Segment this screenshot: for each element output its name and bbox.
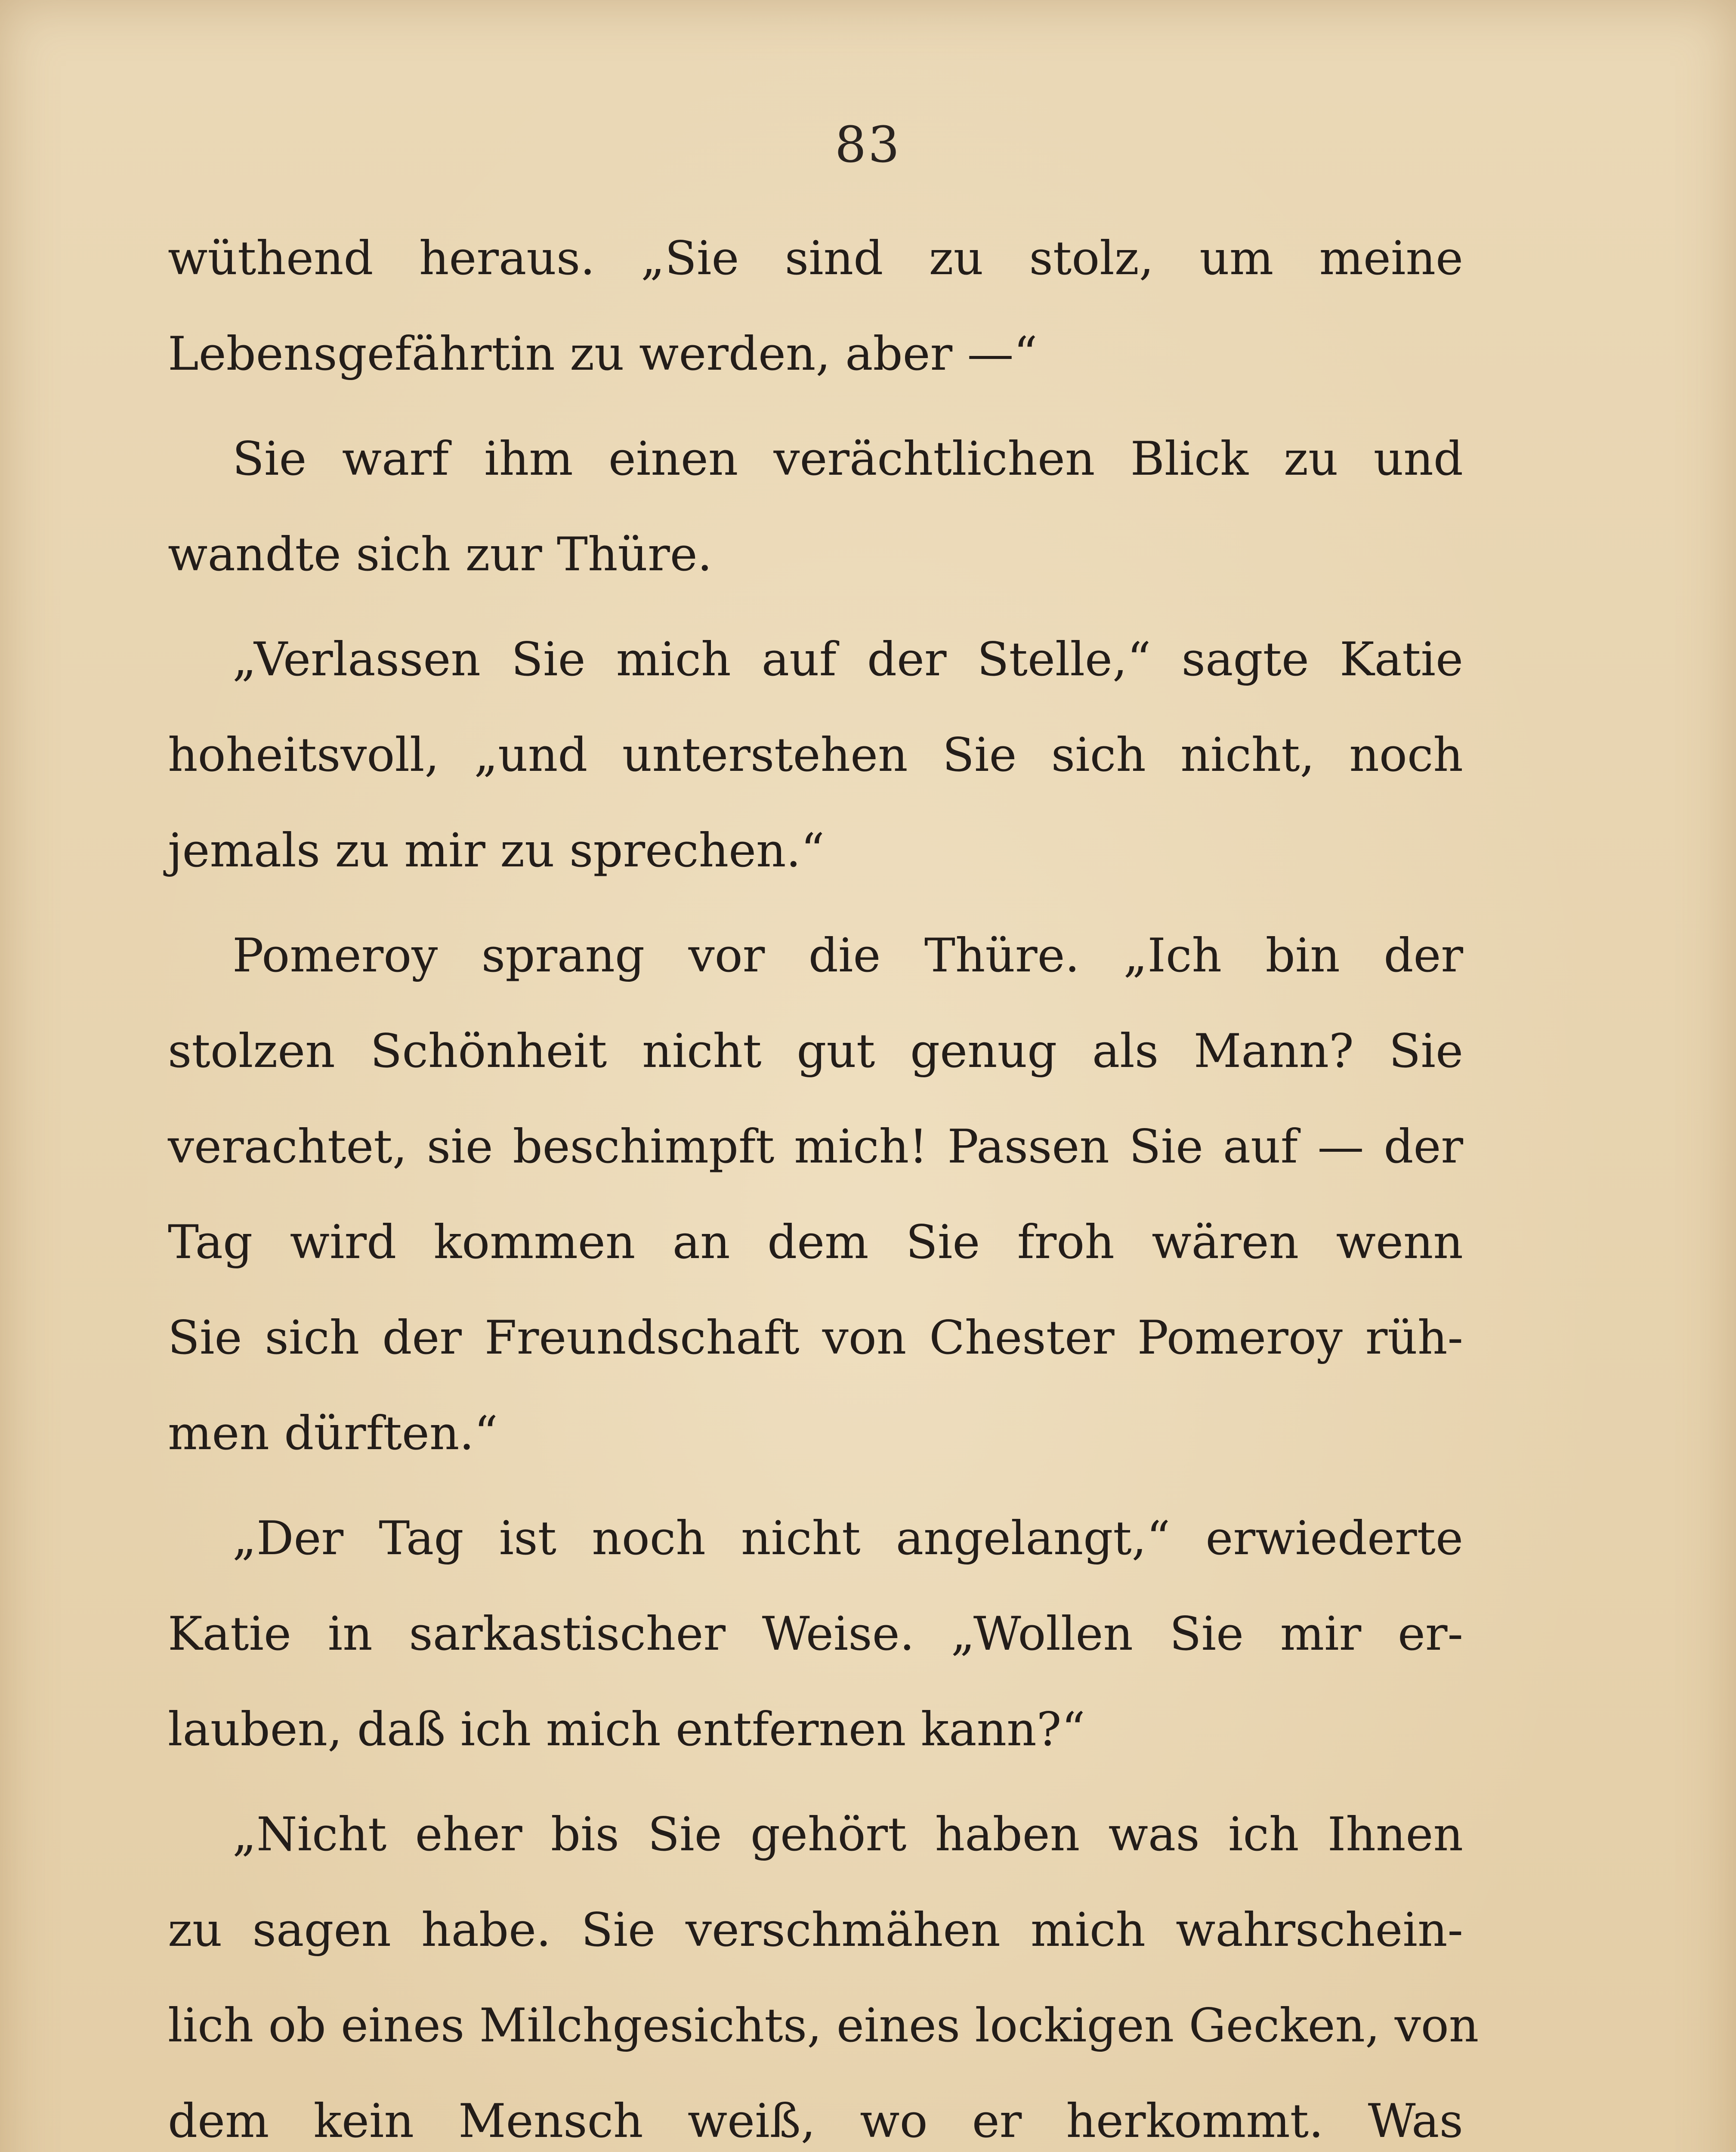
text-line: lauben, daß ich mich entfernen kann?“ <box>168 1703 1085 1756</box>
text-line: jemals zu mir zu sprechen.“ <box>168 824 825 878</box>
text-line: „Der Tag ist noch nicht angelangt,“ erwiederte <box>232 1512 1463 1565</box>
text-line: verachtet, sie beschimpft mich! Passen Sie auf — der <box>168 1120 1463 1174</box>
text-line: lich ob eines Milchgesichts, eines lockigen Gecken, von <box>168 1999 1479 2053</box>
text-line: Sie sich der Freundschaft von Chester Pomeroy rüh- <box>168 1311 1463 1365</box>
paragraph <box>168 211 1463 402</box>
paragraph <box>168 411 1463 603</box>
text-line: Pomeroy sprang vor die Thüre. „Ich bin der <box>232 929 1463 983</box>
text-line: wandte sich zur Thüre. <box>168 528 712 581</box>
text-line: wüthend heraus. „Sie sind zu stolz, um meine <box>168 232 1463 285</box>
text-line: hoheitsvoll, „und unterstehen Sie sich nicht, noch <box>168 728 1463 782</box>
text-line: men dürften.“ <box>168 1407 498 1460</box>
paragraph <box>168 1491 1463 1778</box>
page-number: 83 <box>834 116 902 174</box>
text-line: dem kein Mensch weiß, wo er herkommt. Was <box>168 2094 1463 2148</box>
paragraph <box>168 908 1463 1481</box>
text-line: Katie in sarkastischer Weise. „Wollen Sie mir er- <box>168 1607 1463 1661</box>
text-line: Tag wird kommen an dem Sie froh wären wenn <box>168 1215 1463 1269</box>
text-line: „Verlassen Sie mich auf der Stelle,“ sagte Katie <box>232 633 1463 686</box>
text-line: zu sagen habe. Sie verschmähen mich wahrschein- <box>168 1903 1463 1957</box>
text-line: Sie warf ihm einen verächtlichen Blick zu und <box>232 432 1463 486</box>
paragraph <box>168 1787 1479 2152</box>
text-line: Lebensgefährtin zu werden, aber —“ <box>168 327 1038 381</box>
text-line: „Nicht eher bis Sie gehört haben was ich Ihnen <box>232 1808 1463 1861</box>
text-line: stolzen Schönheit nicht gut genug als Mann? Sie <box>168 1024 1463 1078</box>
page-text <box>168 211 1479 2152</box>
paragraph <box>168 612 1463 899</box>
